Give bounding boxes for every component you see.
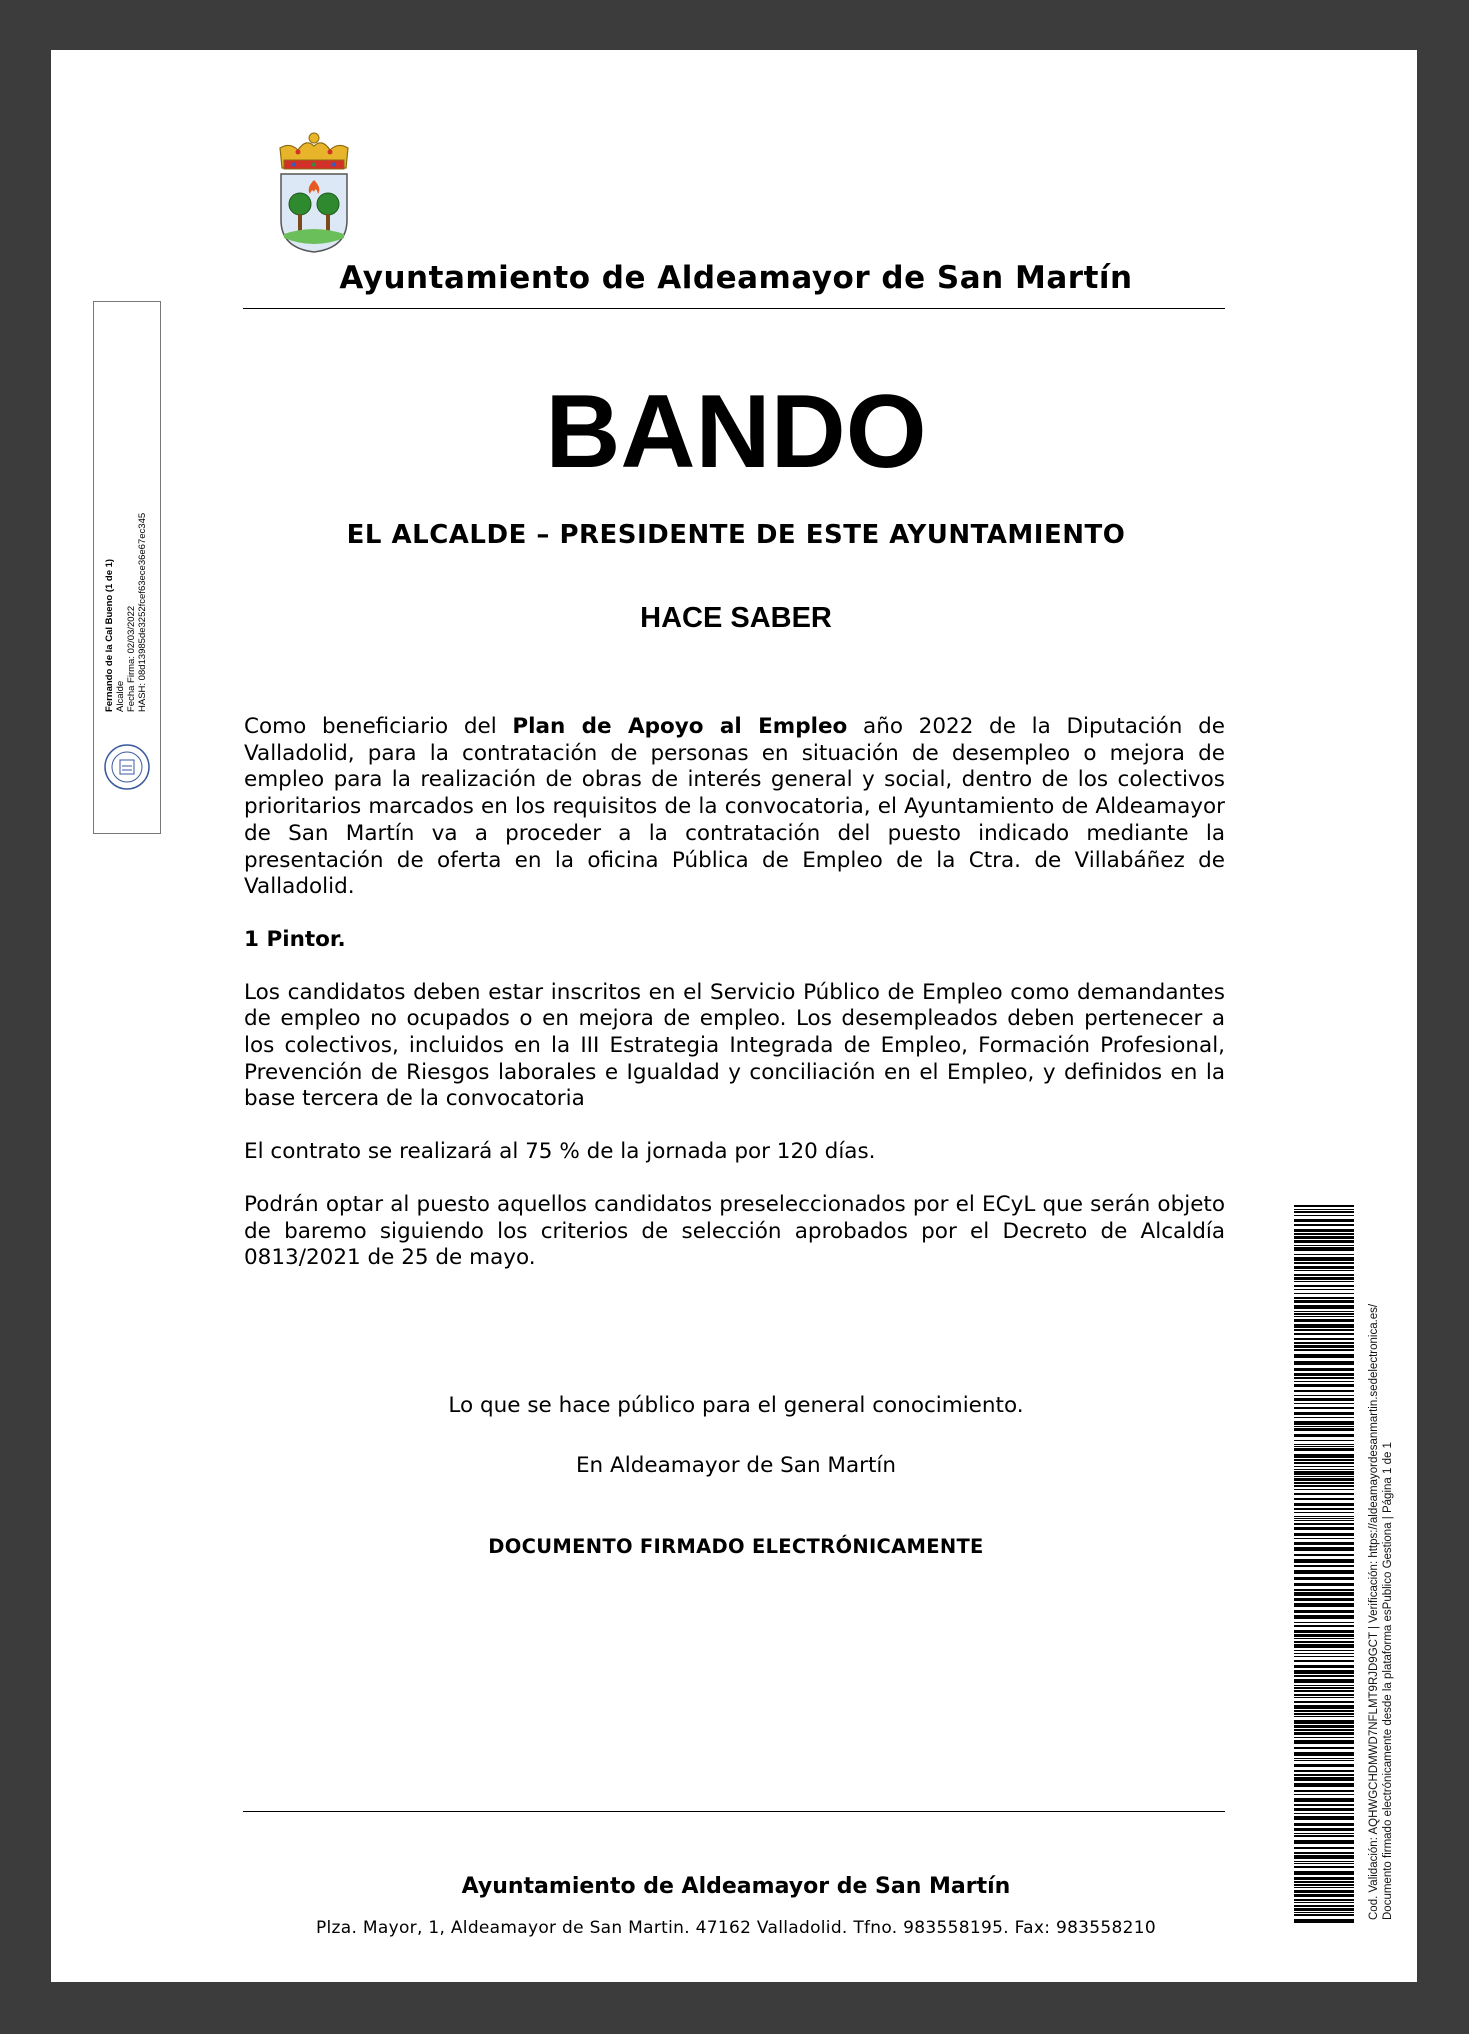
- paragraph-4: Podrán optar al puesto aquellos candidatos preseleccionados por el ECyL que serán objeto de baremo siguiendo los criterios de selección aprobados por el Decreto de Alcaldía 0813/2021 de 25 de mayo.: [244, 1191, 1225, 1271]
- barcode-bar: [1294, 1462, 1354, 1464]
- barcode-bar: [1294, 1293, 1354, 1294]
- barcode-bar: [1294, 1570, 1354, 1574]
- barcode-bar: [1294, 1559, 1354, 1563]
- barcode-bar: [1294, 1694, 1354, 1696]
- barcode-bar: [1294, 1687, 1354, 1689]
- signed-notice: DOCUMENTO FIRMADO ELECTRÓNICAMENTE: [488, 1535, 984, 1558]
- plan-name: Plan de Apoyo al Empleo: [512, 714, 848, 739]
- barcode-bar: [1294, 1816, 1354, 1820]
- barcode-bar: [1294, 1446, 1354, 1447]
- barcode-bar: [1294, 1764, 1354, 1767]
- barcode-bar: [1294, 1794, 1354, 1795]
- barcode-bar: [1294, 1592, 1354, 1596]
- barcode-bar: [1294, 1466, 1354, 1467]
- barcode-bar: [1294, 1760, 1354, 1761]
- barcode-bar: [1294, 1454, 1354, 1458]
- paragraph-1: Como beneficiario del Plan de Apoyo al Empleo año 2022 de la Diputación de Valladolid, para la contratación de personas en situación de desempleo o mejora de empleo para la realización de obras de interés general y social, dentro de los colectivos prioritarios marcados en los requisitos de la convocatoria, el Ayuntamiento de Aldeamayor de San Martín va a proceder a la contratación del puesto indicado mediante la presentación de oferta en la oficina Pública de Empleo de la Ctra. de Villabáñez de Valladolid.: [244, 714, 1225, 900]
- barcode-bar: [1294, 1598, 1354, 1601]
- barcode-bar: [1294, 1333, 1354, 1335]
- barcode-bar: [1294, 1428, 1354, 1431]
- barcode-bar: [1294, 1890, 1354, 1893]
- barcode-bar: [1294, 1311, 1354, 1312]
- barcode-bar: [1294, 1233, 1354, 1235]
- barcode-bar: [1294, 1583, 1354, 1586]
- barcode-bar: [1294, 1716, 1354, 1717]
- barcode-bar: [1294, 1747, 1354, 1749]
- barcode-bar: [1294, 1493, 1354, 1495]
- barcode-bar: [1294, 1434, 1354, 1437]
- verification-platform: Documento firmado electrónicamente desde la plataforma esPublico Gestiona | Página 1 de 1: [1382, 1442, 1394, 1920]
- barcode-bar: [1294, 1520, 1354, 1521]
- barcode-bar: [1294, 1861, 1354, 1862]
- barcode-bar: [1294, 1840, 1354, 1844]
- barcode-bar: [1294, 1919, 1354, 1923]
- barcode-bar: [1294, 1498, 1354, 1500]
- barcode-bar: [1294, 1478, 1354, 1481]
- barcode-bar: [1294, 1313, 1354, 1315]
- barcode-bar: [1294, 1215, 1354, 1216]
- barcode-bar: [1294, 1381, 1354, 1382]
- barcode-bar: [1294, 1324, 1354, 1328]
- barcode-bar: [1294, 1257, 1354, 1261]
- barcode-bar: [1294, 1398, 1354, 1401]
- barcode-bar: [1294, 1407, 1354, 1409]
- barcode-bar: [1294, 1740, 1354, 1744]
- barcode-bar: [1294, 1503, 1354, 1506]
- barcode-bar: [1294, 1653, 1354, 1654]
- barcode-bar: [1294, 1205, 1354, 1207]
- barcode-bar: [1294, 1489, 1354, 1490]
- barcode-bar: [1294, 1297, 1354, 1299]
- barcode-bar: [1294, 1908, 1354, 1911]
- barcode-bar: [1294, 1209, 1354, 1210]
- barcode-bar: [1294, 1471, 1354, 1475]
- barcode-bar: [1294, 1871, 1354, 1875]
- barcode-bar: [1294, 1281, 1354, 1282]
- barcode-bar: [1294, 1777, 1354, 1781]
- barcode-bar: [1294, 1656, 1354, 1657]
- header-divider: [243, 308, 1225, 309]
- barcode-bar: [1294, 1675, 1354, 1677]
- barcode-bar: [1294, 1902, 1354, 1903]
- barcode-bar: [1294, 1752, 1354, 1756]
- barcode-bar: [1294, 1679, 1354, 1683]
- barcode-bar: [1294, 1705, 1354, 1709]
- verification-code: Cod. Validación: AQHWGCHDMWD7NFLMT9RJD9GCT | Verificación: https://aldeamayordesanmartin.sedelectronica.es/: [1368, 1303, 1380, 1920]
- barcode-bar: [1294, 1516, 1354, 1517]
- barcode-bar: [1294, 1421, 1354, 1425]
- barcode-bar: [1294, 1349, 1354, 1351]
- barcode-bar: [1294, 1884, 1354, 1886]
- barcode-bar: [1294, 1224, 1354, 1226]
- barcode-bar: [1294, 1808, 1354, 1811]
- barcode-bar: [1294, 1914, 1354, 1916]
- barcode-bar: [1294, 1720, 1354, 1724]
- barcode-bar: [1294, 1533, 1354, 1536]
- barcode-bar: [1294, 1638, 1354, 1639]
- barcode-bar: [1294, 1354, 1354, 1358]
- barcode-bar: [1294, 1274, 1354, 1276]
- barcode-bar: [1294, 1770, 1354, 1772]
- barcode-bar: [1294, 1277, 1354, 1280]
- barcode-bar: [1294, 1894, 1354, 1897]
- footer-title: Ayuntamiento de Aldeamayor de San Martín: [461, 1874, 1011, 1899]
- barcode-bar: [1294, 1245, 1354, 1246]
- paragraph-2: Los candidatos deben estar inscritos en el Servicio Público de Empleo como demandantes de empleo no ocupados o en mejora de empleo. Los desempleados deben pertenecer a los colectivos, incluidos en la III Estrategia Integrada de Empleo, Formación Profesional, Prevención de Riesgos laborales e Igualdad y conciliación en el Empleo, y definidos en la base tercera de la convocatoria: [244, 979, 1225, 1112]
- barcode-bar: [1294, 1634, 1354, 1637]
- signer-name: Fernando de la Cal Bueno (1 de 1): [104, 558, 115, 712]
- barcode-bar: [1294, 1866, 1354, 1868]
- barcode-bar: [1294, 1285, 1354, 1287]
- barcode-bar: [1294, 1630, 1354, 1633]
- barcode-bar: [1294, 1373, 1354, 1376]
- barcode-icon: [1294, 1205, 1354, 1925]
- signature-details: [104, 292, 154, 712]
- barcode-bar: [1294, 1905, 1354, 1907]
- barcode-bar: [1294, 1665, 1354, 1668]
- document-page: [51, 50, 1417, 1982]
- barcode-bar: [1294, 1641, 1354, 1643]
- barcode-bar: [1294, 1813, 1354, 1814]
- barcode-bar: [1294, 1305, 1354, 1309]
- barcode-bar: [1294, 1737, 1354, 1738]
- barcode-bar: [1294, 1368, 1354, 1371]
- barcode-bar: [1294, 1345, 1354, 1348]
- barcode-bar: [1294, 1804, 1354, 1806]
- barcode-bar: [1294, 1518, 1354, 1519]
- barcode-bar: [1294, 1377, 1354, 1379]
- barcode-bar: [1294, 1342, 1354, 1344]
- barcode-bar: [1294, 1254, 1354, 1255]
- barcode-bar: [1294, 1485, 1354, 1487]
- verification-text: [1367, 1160, 1401, 1920]
- barcode-bar: [1294, 1725, 1354, 1728]
- barcode-bar: [1294, 1384, 1354, 1387]
- barcode-bar: [1294, 1774, 1354, 1776]
- barcode-bar: [1294, 1610, 1354, 1613]
- barcode-bar: [1294, 1622, 1354, 1623]
- barcode-bar: [1294, 1833, 1354, 1834]
- barcode-bar: [1294, 1887, 1354, 1888]
- page-title: BANDO: [545, 374, 927, 490]
- barcode-bar: [1294, 1625, 1354, 1627]
- barcode-bar: [1294, 1476, 1354, 1477]
- barcode-bar: [1294, 1412, 1354, 1415]
- barcode-bar: [1294, 1685, 1354, 1686]
- barcode-bar: [1294, 1547, 1354, 1551]
- barcode-bar: [1294, 1266, 1354, 1269]
- barcode-bar: [1294, 1523, 1354, 1525]
- barcode-bar: [1294, 1565, 1354, 1567]
- barcode-bar: [1294, 1229, 1354, 1232]
- barcode-bar: [1294, 1417, 1354, 1418]
- barcode-bar: [1294, 1219, 1354, 1222]
- barcode-bar: [1294, 1798, 1354, 1802]
- barcode-bar: [1294, 1758, 1354, 1759]
- barcode-bar: [1294, 1783, 1354, 1787]
- barcode-bar: [1294, 1790, 1354, 1792]
- barcode-bar: [1294, 1863, 1354, 1864]
- barcode-bar: [1294, 1403, 1354, 1404]
- barcode-bar: [1294, 1713, 1354, 1715]
- footer-divider: [243, 1811, 1225, 1812]
- barcode-bar: [1294, 1262, 1354, 1264]
- barcode-bar: [1294, 1319, 1354, 1322]
- barcode-bar: [1294, 1847, 1354, 1849]
- barcode-bar: [1294, 1670, 1354, 1674]
- barcode-bar: [1294, 1338, 1354, 1340]
- municipal-crest-icon: [276, 130, 352, 254]
- barcode-bar: [1294, 1289, 1354, 1290]
- barcode-bar: [1294, 1701, 1354, 1703]
- barcode-bar: [1294, 1240, 1354, 1243]
- barcode-bar: [1294, 1236, 1354, 1239]
- paragraph-3: El contrato se realizará al 75 % de la jornada por 120 días.: [244, 1139, 876, 1165]
- barcode-bar: [1294, 1835, 1354, 1837]
- barcode-bar: [1294, 1247, 1354, 1251]
- barcode-bar: [1294, 1577, 1354, 1580]
- barcode-bar: [1294, 1732, 1354, 1735]
- barcode-bar: [1294, 1316, 1354, 1317]
- barcode-bar: [1294, 1482, 1354, 1484]
- barcode-bar: [1294, 1710, 1354, 1712]
- signature-panel: [93, 301, 161, 834]
- barcode-bar: [1294, 1211, 1354, 1213]
- barcode-bar: [1294, 1697, 1354, 1698]
- barcode-bar: [1294, 1660, 1354, 1662]
- barcode-bar: [1294, 1395, 1354, 1396]
- closing-line-2: En Aldeamayor de San Martín: [575, 1453, 897, 1478]
- barcode-bar: [1294, 1828, 1354, 1831]
- barcode-bar: [1294, 1440, 1354, 1441]
- barcode-bar: [1294, 1300, 1354, 1303]
- barcode-bar: [1294, 1729, 1354, 1731]
- barcode-bar: [1294, 1542, 1354, 1545]
- barcode-bar: [1294, 1459, 1354, 1461]
- signature-hash: HASH: 08d13985de3252fcef63ece36e67ec345: [137, 512, 148, 712]
- barcode-bar: [1294, 1589, 1354, 1591]
- body-text: [244, 714, 1225, 1298]
- barcode-bar: [1294, 1644, 1354, 1648]
- barcode-bar: [1294, 1426, 1354, 1427]
- barcode-bar: [1294, 1912, 1354, 1913]
- barcode-bar: [1294, 1603, 1354, 1607]
- seal-icon: [102, 742, 152, 792]
- closing-line-1: Lo que se hace público para el general conocimiento.: [448, 1393, 1024, 1418]
- barcode-bar: [1294, 1448, 1354, 1451]
- barcode-bar: [1294, 1855, 1354, 1859]
- signature-date: Fecha Firma: 02/03/2022: [126, 605, 137, 712]
- subtitle: EL ALCALDE – PRESIDENTE DE ESTE AYUNTAMIENTO: [346, 520, 1126, 550]
- barcode-bar: [1294, 1615, 1354, 1619]
- barcode-bar: [1294, 1390, 1354, 1392]
- barcode-bar: [1294, 1899, 1354, 1901]
- barcode-bar: [1294, 1508, 1354, 1510]
- barcode-bar: [1294, 1877, 1354, 1880]
- barcode-bar: [1294, 1823, 1354, 1826]
- barcode-bar: [1294, 1469, 1354, 1470]
- barcode-bar: [1294, 1512, 1354, 1513]
- barcode-bar: [1294, 1554, 1354, 1556]
- header-municipality: Ayuntamiento de Aldeamayor de San Martín: [339, 260, 1133, 296]
- footer-address: Plza. Mayor, 1, Aldeamayor de San Martin. 47162 Valladolid. Tfno. 983558195. Fax: 983558210: [315, 1918, 1156, 1938]
- barcode-bar: [1294, 1650, 1354, 1651]
- barcode-bar: [1294, 1270, 1354, 1271]
- barcode-bar: [1294, 1527, 1354, 1530]
- barcode-bar: [1294, 1444, 1354, 1445]
- barcode-bar: [1294, 1361, 1354, 1365]
- signer-role: Alcalde: [115, 680, 126, 712]
- position-title: 1 Pintor.: [244, 926, 346, 952]
- announcement-heading: HACE SABER: [640, 602, 832, 634]
- barcode-bar: [1294, 1329, 1354, 1331]
- barcode-bar: [1294, 1852, 1354, 1854]
- barcode-bar: [1294, 1690, 1354, 1692]
- barcode-bar: [1294, 1538, 1354, 1539]
- barcode-bar: [1294, 1881, 1354, 1883]
